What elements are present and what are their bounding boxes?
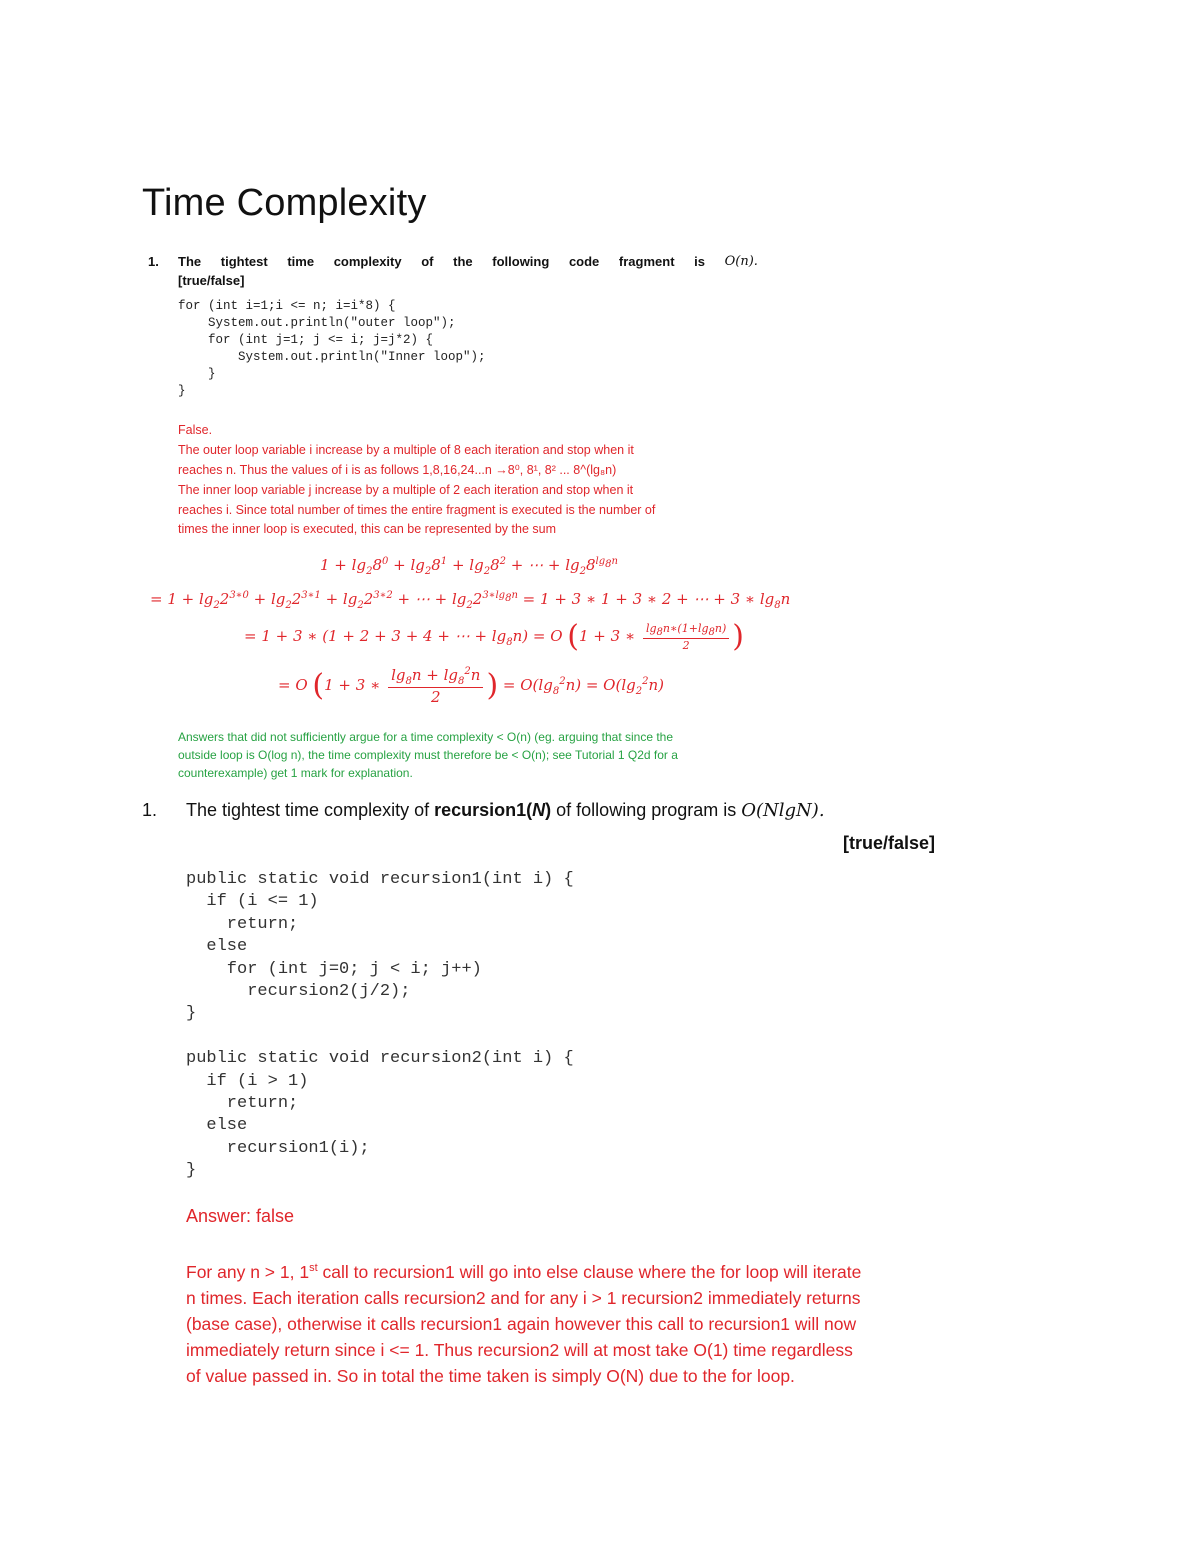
- q2-explanation-line: For any n > 1, 1st call to recursion1 will go into else clause where the for loop will iterate: [186, 1261, 862, 1282]
- q2-statement-suffix: of following program is: [551, 800, 742, 820]
- q2-explanation-line: immediately return since i <= 1. Thus recursion2 will at most take O(1) time regardless: [186, 1339, 853, 1360]
- q2-explanation-line: n times. Each iteration calls recursion2 and for any i > 1 recursion2 immediately returns: [186, 1287, 861, 1308]
- q1-word: following: [492, 254, 550, 269]
- derivation-line-4: = O (1 + 3 ∗ $\frac{\lg_8n + \lg_8^2n}{2}$ ) = $O(\lg_8^2n) = O(\lg_2^2n)$: [278, 666, 664, 706]
- derivation-line-1: $1 + \lg_28^0 + \lg_28^1 + \lg_28^2$ + ⋯ + $\lg_28^{lg_8n}$: [320, 556, 618, 577]
- question-2-code: public static void recursion1(int i) { if (i <= 1) return; else for (int j=0; j < i; j++) recursion2(j/2); } public static void recursion2(int i) { if (i > 1) return; else recursion1(i); }: [186, 870, 574, 1181]
- q1-word: The: [178, 254, 202, 269]
- q1-word: the: [453, 254, 473, 269]
- q1-explanation-line: times the inner loop is executed, this can be represented by the sum: [178, 522, 556, 536]
- q2-answer: Answer: false: [186, 1206, 295, 1226]
- q1-explanation-line: reaches i. Since total number of times the entire fragment is executed is the number of: [178, 503, 656, 517]
- q1-word: time: [287, 254, 315, 269]
- q1-word: of: [421, 254, 434, 269]
- question-1-true-false: [true/false]: [178, 273, 245, 288]
- q1-explanation-line: The inner loop variable j increase by a multiple of 2 each iteration and stop when it: [178, 483, 634, 497]
- q2-explanation: [186, 1255, 946, 1389]
- question-2-statement: [186, 800, 825, 821]
- q2-statement-prefix: The tightest time complexity of: [186, 800, 435, 820]
- q2-function-close: ): [545, 800, 552, 820]
- question-1-number: 1.: [148, 254, 159, 269]
- q1-answer-label: False.: [178, 423, 213, 437]
- q2-explanation-line: of value passed in. So in total the time taken is simply O(N) due to the for loop.: [186, 1365, 795, 1386]
- question-2-true-false: [true/false]: [843, 833, 936, 853]
- q2-function-arg: N: [532, 800, 546, 820]
- q2-explanation-line: (base case), otherwise it calls recursion1 again however this call to recursion1 will now: [186, 1313, 857, 1334]
- derivation-line-2: = $1 + \lg_22^{3∗0} + \lg_22^{3∗1} + \lg_22^{3∗2}$ + ⋯ + $\lg_22^{3∗lg_8n} = 1 + 3$ ∗ 1 + 3 ∗ 2 + ⋯ + 3 ∗ $\lg_8n$: [150, 590, 791, 611]
- q1-word: fragment: [618, 254, 675, 269]
- q2-bigo: O(NlgN).: [741, 800, 825, 821]
- q1-word: complexity: [333, 254, 402, 269]
- q1-word: tightest: [220, 254, 268, 269]
- grading-note-line: Answers that did not sufficiently argue for a time complexity < O(n) (eg. arguing that since the: [178, 730, 674, 744]
- grading-note-line: outside loop is O(log n), the time complexity must therefore be < O(n); see Tutorial 1 Q2d for a: [178, 748, 678, 762]
- page-title: Time Complexity: [142, 182, 427, 224]
- q1-explanation-line: The outer loop variable i increase by a multiple of 8 each iteration and stop when it: [178, 443, 634, 457]
- q1-word: is: [694, 254, 705, 269]
- q1-explanation-line: reaches n. Thus the values of i is as follows 1,8,16,24...n →8⁰, 8¹, 8² ... 8^(lg₈n): [178, 463, 617, 477]
- q1-word: code: [568, 254, 600, 269]
- derivation-line-3: = 1 + 3 ∗ (1 + 2 + 3 + 4 + ⋯ + $\lg_8n) = O$ (1 + 3 ∗ $\frac{\lg_8n∗(1+\lg_8n)}{2}$ ): [244, 619, 744, 655]
- question-2-number: 1.: [142, 800, 158, 820]
- question-1-statement: [178, 254, 758, 269]
- question-1-code: for (int i=1;i <= n; i=i*8) { System.out.println("outer loop"); for (int j=1; j <= i; j=j*2) { System.out.println("Inner loop"); } }: [178, 299, 486, 398]
- q2-function-name: recursion1(: [434, 800, 533, 820]
- grading-note-line: counterexample) get 1 mark for explanation.: [178, 766, 413, 780]
- q1-bigo: O(n).: [724, 254, 758, 269]
